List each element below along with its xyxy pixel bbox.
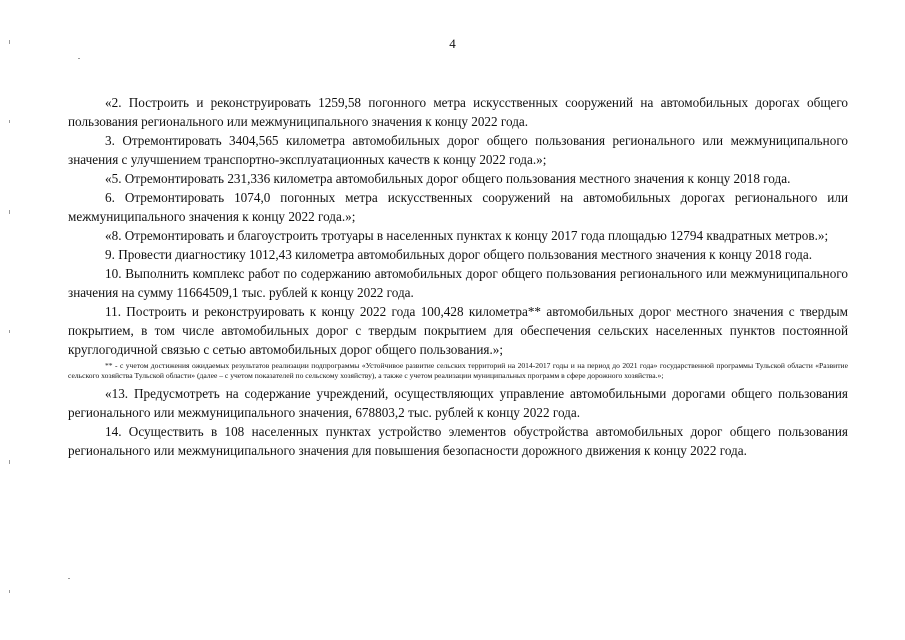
footnote: ** - с учетом достижения ожидаемых результатов реализации подпрограммы «Устойчивое развитие сельских территорий на 2014-2017 годы и на период до 2021 года» государственной программы Тульской области «Развитие сельского хозяйства Тульской области» (далее – с учетом показателей по сельскому хозяйству), а также с учетом реализации муниципальных программ в сфере дорожного хозяйства.»; xyxy=(68,361,848,381)
paragraph-item-5: «5. Отремонтировать 231,336 километра автомобильных дорог общего пользования местного значения к концу 2018 года. xyxy=(105,171,791,186)
paragraph-item-14: 14. Осуществить в 108 населенных пунктах устройство элементов обустройства автомобильных дорог общего пользования регионального или межмуниципального значения для повышения безопасности дорожного движения к концу 2022 года. xyxy=(68,423,848,458)
scan-artifact xyxy=(9,460,10,464)
scan-artifact xyxy=(9,330,10,333)
paragraph-item-13: «13. Предусмотреть на содержание учреждений, осуществляющих управление автомобильными дорогами общего пользования регионального или межмуниципального значения, 678803,2 тыс. рублей к концу 2022 года. xyxy=(68,385,848,420)
paragraph-item-3: 3. Отремонтировать 3404,565 километра автомобильных дорог общего пользования регионального или межмуниципального значения с улучшением транспортно-эксплуатационных качеств к концу 2022 года.»; xyxy=(68,133,848,167)
scan-artifact xyxy=(9,210,10,214)
paragraph-item-6: 6. Отремонтировать 1074,0 погонных метра искусственных сооружений на автомобильных дорогах регионального или межмуниципального значения к концу 2022 года.»; xyxy=(68,190,848,224)
scan-artifact xyxy=(78,58,80,59)
paragraph-item-2: «2. Построить и реконструировать 1259,58 погонного метра искусственных сооружений на автомобильных дорогах общего пользования регионального или межмуниципального значения к концу 2022 года. xyxy=(68,95,848,129)
page-number: 4 xyxy=(449,36,456,51)
paragraph-item-11: 11. Построить и реконструировать к концу 2022 года 100,428 километра** автомобильных дорог местного значения с твердым покрытием, в том числе автомобильных дорог с твердым покрытием для обеспечения сельских населенных пунктов постоянной круглогодичной связью с сетью автомобильных дорог общего пользования.»; xyxy=(68,304,848,357)
paragraph-item-8: «8. Отремонтировать и благоустроить тротуары в населенных пунктах к концу 2017 года площадью 12794 квадратных метров.»; xyxy=(105,228,829,243)
body-text xyxy=(68,93,848,460)
scan-artifact xyxy=(9,590,10,593)
scan-artifact xyxy=(9,120,10,123)
paragraph-item-9: 9. Провести диагностику 1012,43 километра автомобильных дорог общего пользования местного значения к концу 2018 года. xyxy=(105,247,813,262)
scan-artifact xyxy=(68,578,70,579)
paragraph-item-10: 10. Выполнить комплекс работ по содержанию автомобильных дорог общего пользования регионального или межмуниципального значения на сумму 11664509,1 тыс. рублей к концу 2022 года. xyxy=(68,266,848,300)
